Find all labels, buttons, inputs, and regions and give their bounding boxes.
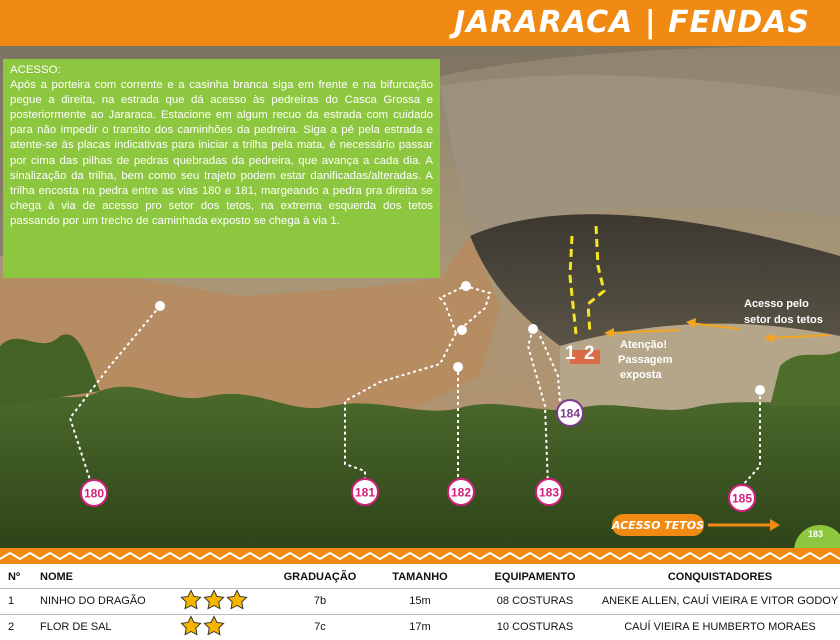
route-badge-label-184: 184: [559, 406, 581, 421]
star-icon: [203, 589, 225, 611]
route-num: 1: [0, 588, 40, 614]
access-annotation-line-2: setor dos tetos: [744, 314, 823, 326]
route-length: 15m: [370, 588, 470, 614]
table-row: [0, 614, 840, 640]
route-badge-180: [81, 480, 107, 506]
route-anchor-185: [755, 385, 765, 395]
star-icon: [180, 589, 202, 611]
route-badge-label-185: 185: [731, 491, 753, 506]
star-rating: [180, 589, 248, 611]
route-badge-182: [448, 479, 474, 505]
star-rating: [180, 615, 225, 637]
table-row: [0, 588, 840, 614]
corner-badge-label: 183: [808, 529, 824, 539]
header-equipment: EQUIPAMENTO: [494, 570, 576, 583]
route-grade: 7c: [270, 614, 370, 640]
route-conquerors: ANEKE ALLEN, CAUÍ VIEIRA E VITOR GODOY: [600, 588, 840, 614]
warning-annotation-line-2: Passagem: [618, 354, 673, 366]
warning-annotation-line-3: exposta: [620, 369, 662, 381]
star-icon: [180, 615, 202, 637]
access-text: Após a porteira com corrente e a casinha branca siga em frente e na bifurcação pegue a direita, na estrada que dá acesso às pedreiras do Casca Grossa e posteriormente ao Jararaca. Estacione em algum recuo da estrada com cuidado para não impedir o transito dos caminhões da pedreira. Siga a pé pela estrada e atente-se às placas indicativas para iniciar a trilha pela mata, é necessário passar por cima das pilhas de pedras quebradas da pedreira, que avança a cada dia. A sinalização da trilha, bem como seu trajeto podem estar danificadas/alteradas. A trilha encosta na pedra entre as vias 180 e 181, margeando a pedra pra direita se chega à via de acesso pro setor dos tetos, na extrema esquerda dos tetos passando por um trecho de caminhada exposto se chega à via 1.: [10, 79, 433, 227]
route-number-2: 2: [584, 343, 595, 364]
header-bar: [0, 0, 840, 46]
route-name: FLOR DE SAL: [40, 614, 180, 640]
table-header-row: [0, 566, 840, 588]
decorative-band: [0, 548, 840, 564]
header-length: TAMANHO: [392, 570, 448, 583]
header-grade: GRADUAÇÃO: [283, 570, 357, 583]
route-conquerors: CAUÍ VIEIRA E HUMBERTO MORAES: [600, 614, 840, 640]
route-badge-label-181: 181: [354, 485, 376, 500]
header-stars: [180, 566, 270, 588]
route-anchor-181: [461, 281, 471, 291]
header-num: Nº: [8, 570, 20, 583]
page-title: JARARACA | FENDAS: [454, 5, 810, 40]
route-stars: [180, 588, 270, 614]
route-badge-185: [729, 485, 755, 511]
route-number-1: 1: [565, 343, 576, 364]
access-title: ACESSO:: [10, 64, 61, 76]
route-equipment: 10 COSTURAS: [470, 614, 600, 640]
route-grade: 7b: [270, 588, 370, 614]
route-badge-183: [536, 479, 562, 505]
route-table: [0, 566, 840, 640]
route-anchor-182: [453, 362, 463, 372]
header-name: NOME: [40, 570, 73, 583]
route-stars: [180, 614, 270, 640]
route-badge-184: [557, 400, 583, 426]
route-anchor-180: [155, 301, 165, 311]
route-badge-181: [352, 479, 378, 505]
rock-face-photo: [0, 46, 840, 548]
route-num: 2: [0, 614, 40, 640]
header-conquerors: CONQUISTADORES: [667, 570, 773, 583]
access-tetos-label: ACESSO TETOS: [611, 519, 705, 532]
route-badge-label-183: 183: [538, 485, 560, 500]
zigzag-pattern: [0, 548, 840, 564]
route-anchor-183: [528, 324, 538, 334]
route-equipment: 08 COSTURAS: [470, 588, 600, 614]
route-badge-label-182: 182: [450, 485, 472, 500]
route-name: NINHO DO DRAGÃO: [40, 588, 180, 614]
route-anchor-182-top: [457, 325, 467, 335]
route-length: 17m: [370, 614, 470, 640]
access-info-box: [3, 59, 440, 278]
access-annotation-line-1: Acesso pelo: [744, 298, 809, 310]
warning-annotation-line-1: Atenção!: [620, 339, 668, 351]
route-badge-label-180: 180: [83, 486, 105, 501]
star-icon: [226, 589, 248, 611]
star-icon: [203, 615, 225, 637]
